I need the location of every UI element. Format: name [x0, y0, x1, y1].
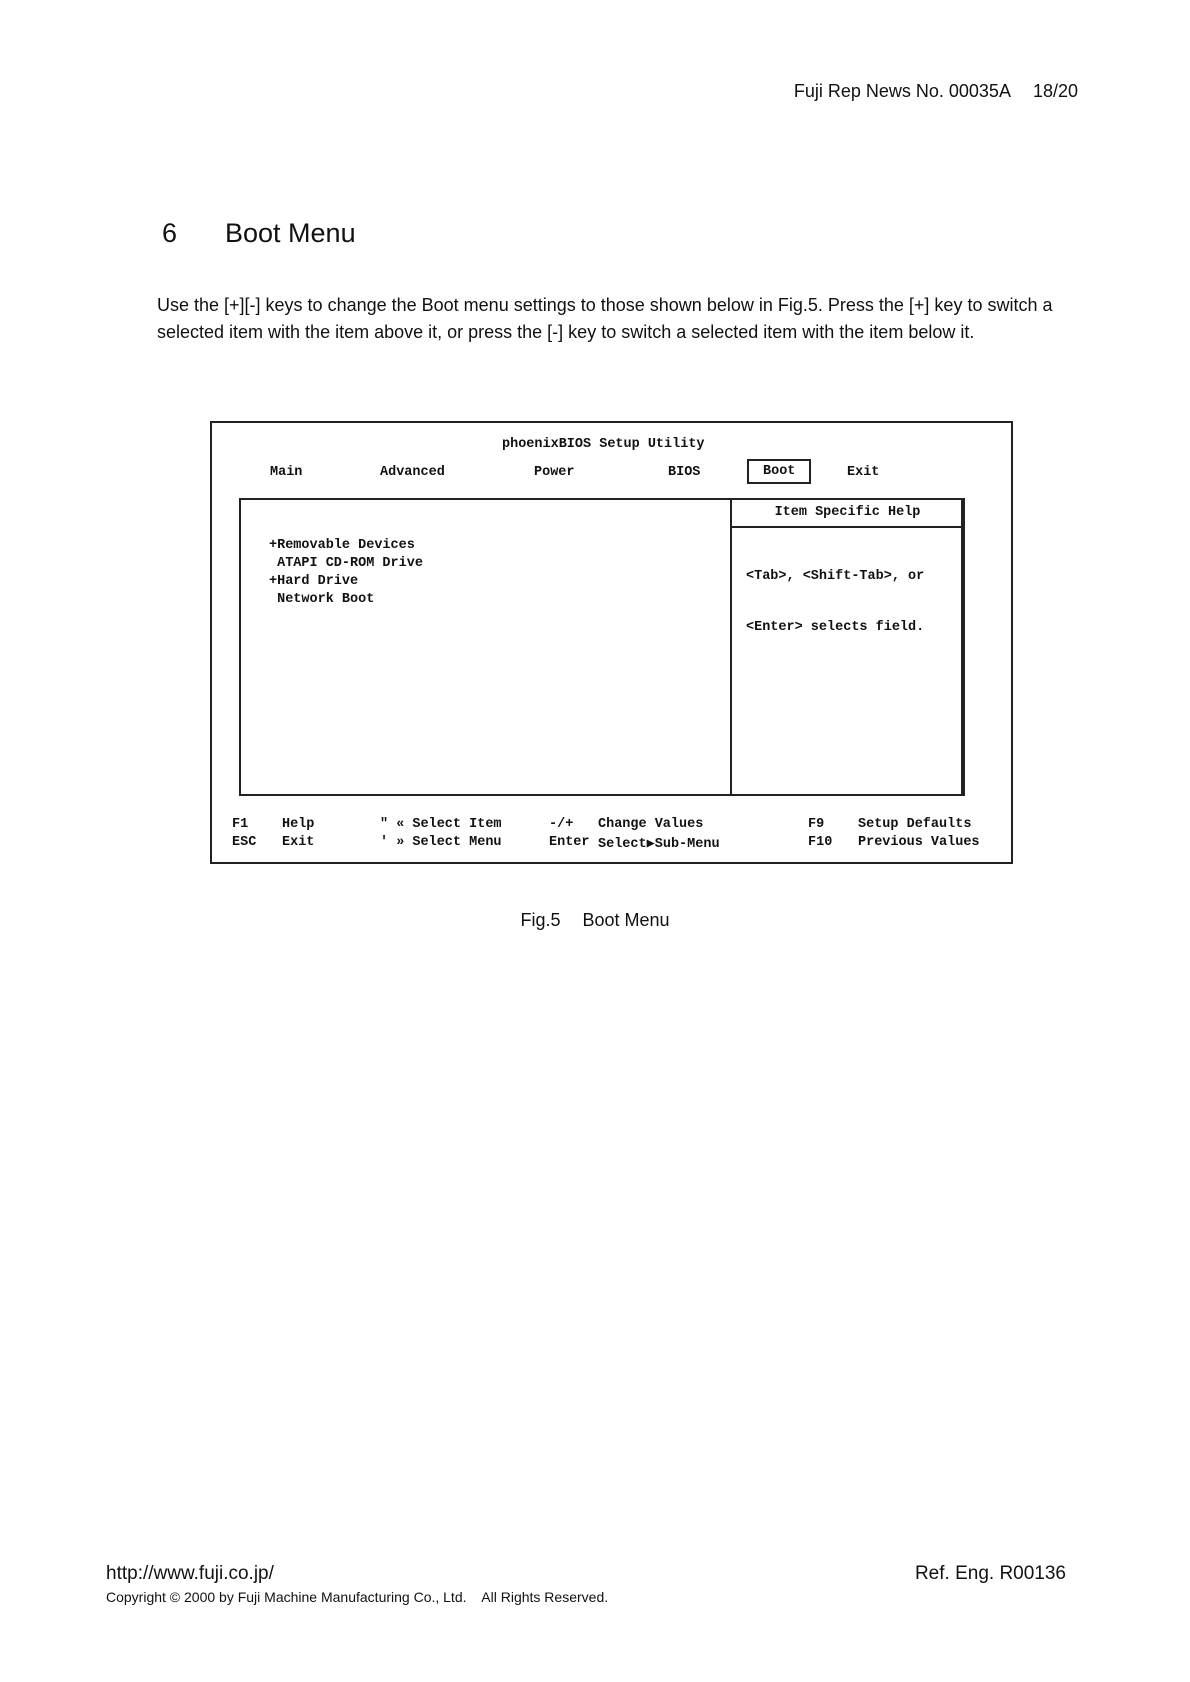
key-select-item: " « Select Item: [380, 817, 502, 832]
key-enter: Enter: [549, 835, 590, 850]
section-number: 6: [162, 218, 178, 248]
footer-url: http://www.fuji.co.jp/: [106, 1563, 274, 1584]
section-title: Boot Menu: [225, 218, 356, 248]
key-f1-label: Help: [282, 817, 315, 832]
tab-boot[interactable]: Boot: [747, 459, 811, 484]
boot-order-panel: [239, 498, 963, 796]
help-line: <Enter> selects field.: [746, 620, 925, 635]
key-f9-label: Setup Defaults: [858, 817, 972, 832]
bios-screen-figure: [210, 421, 1013, 864]
boot-item-cdrom[interactable]: ATAPI CD-ROM Drive: [269, 556, 423, 571]
page-number: 18/20: [1032, 81, 1078, 101]
instructions-paragraph: Use the [+][-] keys to change the Boot menu settings to those shown below in Fig.5. Press the [+] key to switch a selected item with the item above it, or press the [-] key to switch a selected item with the item below it.: [157, 295, 1053, 342]
footer-ref: Ref. Eng. R00136: [914, 1563, 1066, 1584]
key-f10-label: Previous Values: [858, 835, 980, 850]
boot-item-removable[interactable]: +Removable Devices: [269, 538, 415, 553]
page-header: [794, 81, 1078, 102]
help-panel: [730, 498, 965, 796]
key-f9: F9: [808, 817, 825, 832]
footer-copyright: Copyright © 2000 by Fuji Machine Manufacturing Co., Ltd. All Rights Reserved.: [106, 1589, 609, 1605]
bios-title: phoenixBIOS Setup Utility: [502, 437, 705, 452]
key-f1: F1: [232, 817, 249, 832]
boot-item-network[interactable]: Network Boot: [269, 592, 375, 607]
tab-bios[interactable]: BIOS: [668, 465, 701, 480]
key-select-menu: ' » Select Menu: [380, 835, 502, 850]
boot-item-hard-drive[interactable]: +Hard Drive: [269, 574, 359, 589]
key-enter-label: Select▶Sub-Menu: [598, 837, 720, 852]
doc-id: Fuji Rep News No. 00035A: [793, 81, 1011, 101]
figure-title: Boot Menu: [582, 910, 670, 930]
key-esc: ESC: [232, 835, 257, 850]
tab-power[interactable]: Power: [534, 465, 575, 480]
tab-main[interactable]: Main: [270, 465, 303, 480]
key-esc-label: Exit: [282, 835, 315, 850]
key-change: -/+: [549, 817, 574, 832]
key-change-label: Change Values: [598, 817, 704, 832]
figure-caption: [0, 910, 1190, 931]
help-title: Item Specific Help: [732, 500, 963, 528]
key-f10: F10: [808, 835, 833, 850]
tab-advanced[interactable]: Advanced: [380, 465, 445, 480]
help-line: <Tab>, <Shift-Tab>, or: [746, 569, 925, 584]
tab-exit[interactable]: Exit: [847, 465, 880, 480]
figure-number: Fig.5: [520, 910, 561, 930]
